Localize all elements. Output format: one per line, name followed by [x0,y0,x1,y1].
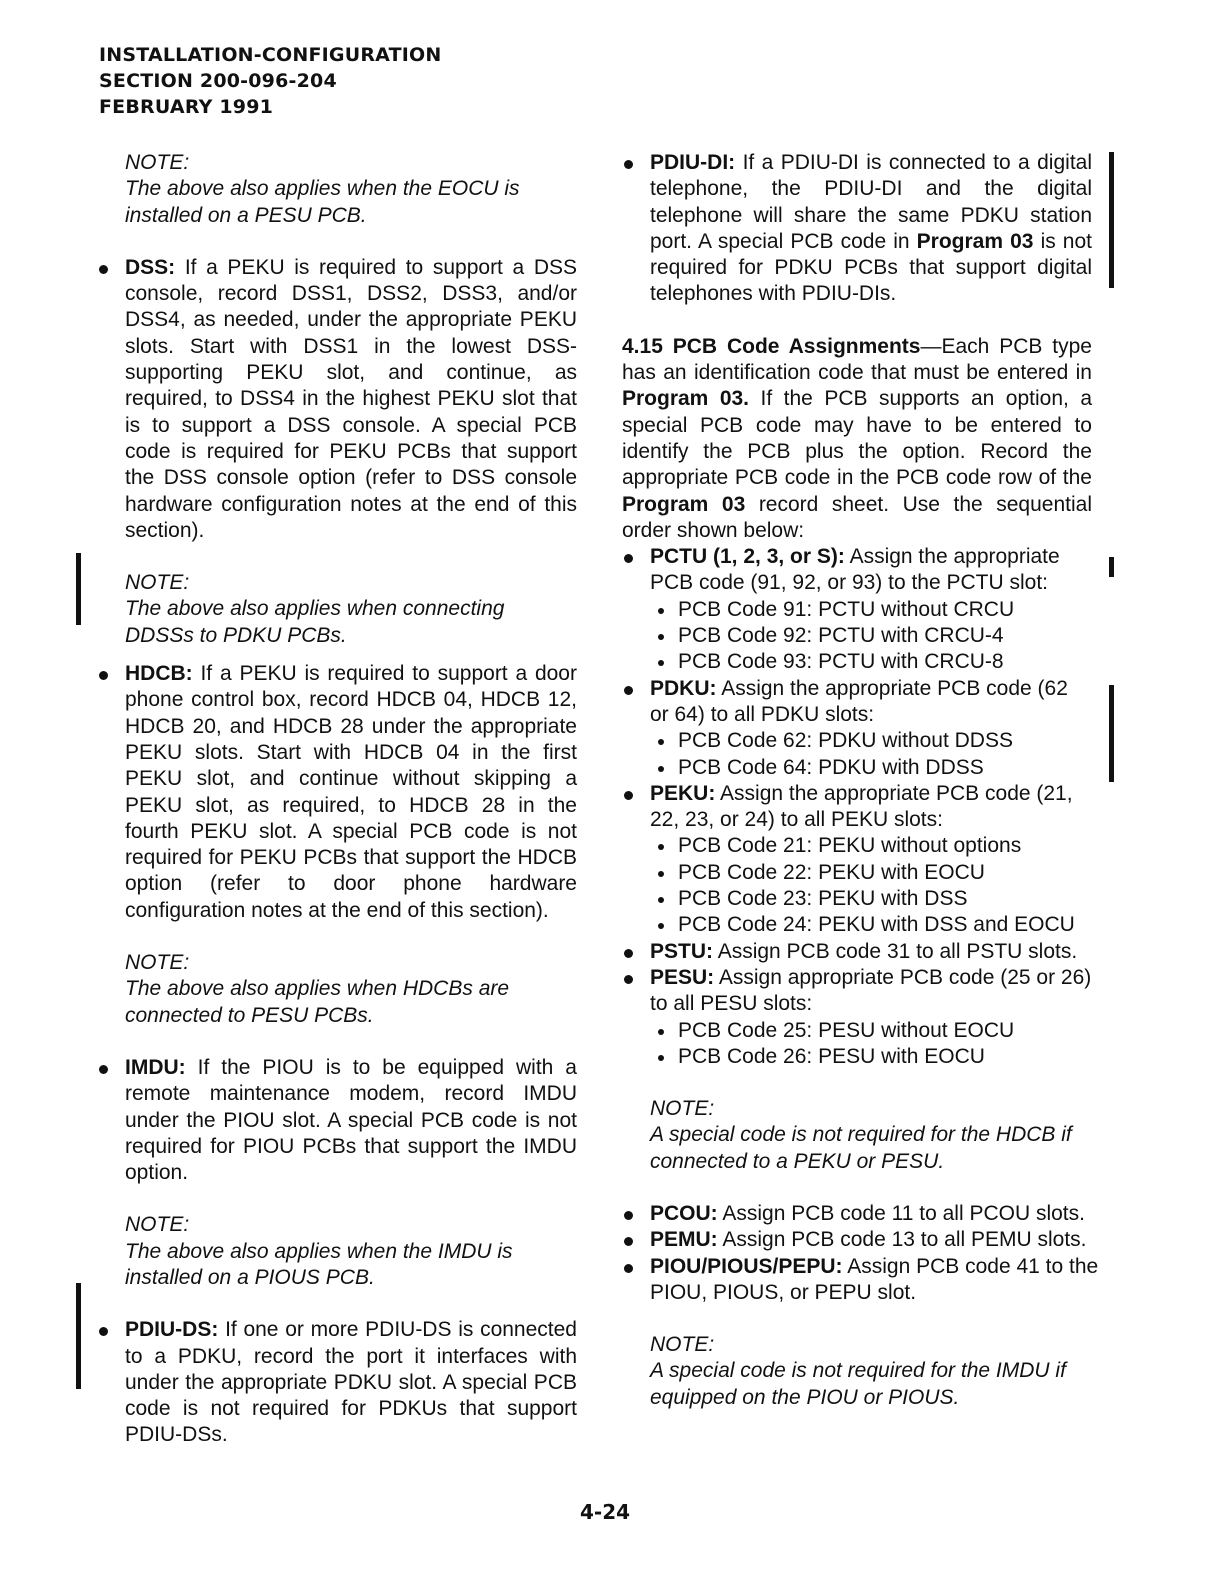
bullet-label: PDIU-DI: [650,151,736,174]
revision-bar [76,1283,81,1389]
section-4-15 [622,334,1112,544]
bullet-text: If a PEKU is required to support a DSS console, record DSS1, DSS2, DSS3, and/or DSS4, as needed, under the appropriate PEKU slots. Start with DSS1 in the lowest DSS-supporting PEKU slot, and continue, as required, to DSS4 in the highest PEKU slot that is to support a DSS console. A special PCB code is required for PEKU PCBs that support the DSS console option (refer to DSS console hardware configuration notes at the end of this section). [125,255,578,542]
note-imdu [125,1212,577,1291]
bullet-label: PDKU: [650,676,717,700]
note-eocu [125,150,577,229]
note-text: The above also applies when the EOCU is installed on a PESU PCB. [125,177,520,227]
page-number: 4-24 [580,1500,631,1524]
bullet-text: If the PIOU is to be equipped with a remote maintenance modem, record IMDU under the PIOU slot. A special PCB code is not required for PIOU PCBs that support the IMDU option. [125,1055,577,1185]
bullet-text: Assign appropriate PCB code (25 or 26) to all PESU slots: [650,965,1092,1016]
bullet-label: PDIU-DS: [125,1318,219,1342]
bullet-label: IMDU: [125,1055,186,1079]
bullet-label: DSS: [125,255,176,279]
list-item: PCB Code 23: PEKU with DSS [622,886,1112,912]
bullet-text: Assign PCB code 41 to the PIOU, PIOUS, or PEPU slot. [650,1254,1099,1304]
list-item: PCB Code 26: PESU with EOCU [622,1044,1112,1070]
section-text: If the PCB supports an option, a special PCB code may have to be entered to identify the PCB plus the option. Record the appropriate PCB code in the PCB code row of the [622,387,1093,490]
section-text: —Each PCB type has an identification code that must be entered in [622,334,1092,385]
list-item: PCB Code 92: PCTU with CRCU-4 [622,623,1112,649]
bullet-text: Assign the appropriate PCB code (21, 22, 23, or 24) to all PEKU slots: [650,781,1073,832]
program-ref: Program 03 [622,492,746,516]
header-title: INSTALLATION-CONFIGURATION [99,44,442,66]
note-label: NOTE: [125,151,190,174]
note-label: NOTE: [650,1333,715,1357]
section-title: 4.15 PCB Code Assignments [622,334,921,358]
note-label: NOTE: [125,571,190,595]
revision-bar [76,553,81,625]
note-text: A special code is not required for the HDCB if connected to a PEKU or PESU. [650,1123,1072,1173]
bullet-label: PESU: [650,965,715,989]
program-ref: Program 03 [916,229,1034,253]
bullet-pctu [622,544,1112,597]
bullet-label: HDCB: [125,662,193,686]
list-item: PCB Code 91: PCTU without CRCU [622,597,1112,623]
bullet-label: PCTU (1, 2, 3, or S): [650,545,845,569]
bullet-text: Assign PCB code 13 to all PEMU slots. [722,1228,1087,1252]
bullet-pcou [622,1201,1112,1227]
bullet-text: If a PEKU is required to support a door phone control box, record HDCB 04, HDCB 12, HDCB 20, and HDCB 28 under the appropriate PEKU slots. Start with HDCB 04 in the first PEKU slot, and continue without skipping a PEKU slot, as required, to HDCB 28 in the fourth PEKU slot. A special PCB code is not required for PEKU PCBs that support the HDCB option (refer to door phone hardware configuration notes at the end of this section). [125,662,577,922]
bullet-label: PIOU/PIOUS/PEPU: [650,1254,843,1278]
bullet-pemu [622,1227,1112,1253]
note-ddss [125,570,577,649]
bullet-text: Assign the appropriate PCB code (91, 92, or 93) to the PCTU slot: [650,545,1060,595]
list-item: PCB Code 64: PDKU with DDSS [622,755,1112,781]
page-header [99,42,441,120]
list-item: PCB Code 22: PEKU with EOCU [622,860,1112,886]
note-imdu-code [650,1332,1112,1411]
bullet-pesu [622,965,1112,1018]
program-ref: Program 03. [622,387,750,411]
note-text: The above also applies when HDCBs are connected to PESU PCBs. [125,977,510,1027]
bullet-text: Assign the appropriate PCB code (62 or 64) to all PDKU slots: [650,676,1068,726]
bullet-text: Assign PCB code 11 to all PCOU slots. [722,1201,1085,1225]
note-hdcb-code [650,1096,1112,1175]
section-text: record sheet. Use the sequential order shown below: [622,492,1092,542]
header-date: FEBRUARY 1991 [99,96,274,118]
bullet-text: If one or more PDIU-DS is connected to a PDKU, record the port it interfaces with under the appropriate PDKU slot. A special PCB code is not required for PDKUs that support PDIU-DSs. [125,1318,577,1447]
note-text: A special code is not required for the IMDU if equipped on the PIOU or PIOUS. [650,1359,1066,1409]
note-label: NOTE: [125,1213,190,1237]
left-column [97,150,577,1449]
bullet-pdku [622,676,1112,729]
note-hdcb [125,950,577,1029]
list-item: PCB Code 93: PCTU with CRCU-8 [622,649,1112,675]
note-label: NOTE: [125,951,190,975]
list-item: PCB Code 24: PEKU with DSS and EOCU [622,912,1112,938]
list-item: PCB Code 62: PDKU without DDSS [622,728,1112,754]
list-item: PCB Code 21: PEKU without options [622,833,1112,859]
bullet-dss [97,255,577,544]
right-column [622,150,1112,1411]
note-text: The above also applies when connecting DDSSs to PDKU PCBs. [125,597,505,647]
bullet-text: is not required for PDKU PCBs that support digital telephones with PDIU-DIs. [650,229,1093,306]
note-text: The above also applies when the IMDU is installed on a PIOUS PCB. [125,1239,513,1289]
bullet-label: PCOU: [650,1201,718,1225]
bullet-text: Assign PCB code 31 to all PSTU slots. [717,939,1078,963]
bullet-label: PSTU: [650,939,713,963]
bullet-label: PEKU: [650,781,716,805]
bullet-imdu [97,1055,577,1186]
bullet-text: If a PDIU-DI is connected to a digital telephone, the PDIU-DI and the digital telephone will share the same PDKU station port. A special PCB code in [650,151,1092,253]
bullet-pdiu-di [622,150,1112,308]
note-label: NOTE: [650,1097,715,1121]
header-section: SECTION 200-096-204 [99,70,337,92]
bullet-pdiu-ds [97,1317,577,1448]
bullet-peku [622,781,1112,834]
bullet-piou [622,1254,1112,1307]
bullet-hdcb [97,661,577,924]
bullet-label: PEMU: [650,1228,718,1252]
bullet-pstu [622,939,1112,965]
list-item: PCB Code 25: PESU without EOCU [622,1018,1112,1044]
